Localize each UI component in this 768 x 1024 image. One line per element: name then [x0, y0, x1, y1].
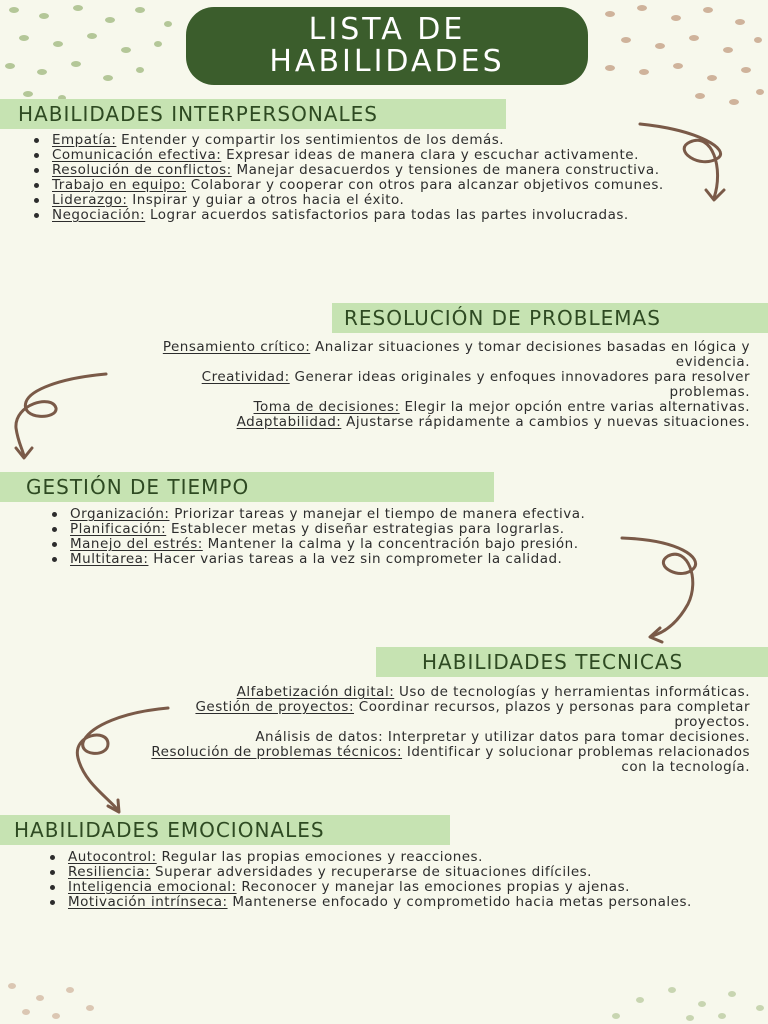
skill-term: Pensamiento crítico: [162, 339, 311, 355]
skill-term: Liderazgo: [52, 192, 128, 208]
skill-description: Inspirar y guiar a otros hacia el éxito. [127, 192, 405, 208]
skill-term: Motivación intrínseca: [68, 894, 228, 910]
skill-term: Creatividad: [201, 369, 290, 385]
skill-description: Mantenerse enfocado y comprometido hacia metas personales. [227, 894, 692, 910]
skill-term: Adaptabilidad: [236, 414, 342, 430]
skill-description: Priorizar tareas y manejar el tiempo de manera efectiva. [169, 506, 586, 522]
skill-term: Trabajo en equipo: [52, 177, 186, 193]
skill-description: Manejar desacuerdos y tensiones de manera constructiva. [231, 162, 660, 178]
title-line-2: HABILIDADES [269, 44, 505, 79]
heading-resolucion-problemas: RESOLUCIÓN DE PROBLEMAS [332, 303, 768, 333]
skill-term: Resiliencia: [68, 864, 151, 880]
skill-term: Inteligencia emocional: [68, 879, 237, 895]
skill-term: Negociación: [52, 207, 146, 223]
skill-description: Expresar ideas de manera clara y escuchar activamente. [221, 147, 639, 163]
skill-description: Analizar situaciones y tomar decisiones basadas en lógica y evidencia. [310, 339, 750, 370]
skill-term: Resolución de problemas técnicos: [151, 744, 403, 760]
skill-term: Autocontrol: [68, 849, 157, 865]
skill-description: Establecer metas y diseñar estrategias para lograrlas. [166, 521, 565, 537]
curly-arrow-icon [16, 374, 106, 456]
skill-description: Entender y compartir los sentimientos de los demás. [116, 132, 505, 148]
skill-description: Reconocer y manejar las emociones propias y ajenas. [236, 879, 630, 895]
skill-term: Gestión de proyectos: [195, 699, 355, 715]
heading-habilidades-tecnicas: HABILIDADES TECNICAS [376, 647, 768, 677]
skill-term: Multitarea: [70, 551, 149, 567]
skill-term: Organización: [70, 506, 170, 522]
skill-description: Mantener la calma y la concentración bajo presión. [202, 536, 579, 552]
skill-description: Superar adversidades y recuperarse de situaciones difíciles. [150, 864, 592, 880]
title-line-1: LISTA DE [308, 12, 466, 47]
heading-interpersonales: HABILIDADES INTERPERSONALES [0, 99, 506, 129]
skill-description: Lograr acuerdos satisfactorios para todas las partes involucradas. [145, 207, 629, 223]
skill-term: Manejo del estrés: [70, 536, 203, 552]
skill-term: Planificación: [70, 521, 167, 537]
skill-term: Alfabetización digital: [236, 684, 395, 700]
heading-gestion-tiempo: GESTIÓN DE TIEMPO [0, 472, 494, 502]
skill-description: Análisis de datos: Interpretar y utilizar datos para tomar decisiones. [255, 729, 750, 745]
skill-description: Elegir la mejor opción entre varias alternativas. [399, 399, 750, 415]
skill-term: Comunicación efectiva: [52, 147, 222, 163]
skill-description: Coordinar recursos, plazos y personas para completar proyectos. [354, 699, 750, 730]
skill-description: Hacer varias tareas a la vez sin comprometer la calidad. [148, 551, 563, 567]
skill-description: Ajustarse rápidamente a cambios y nuevas situaciones. [341, 414, 750, 430]
skill-description: Generar ideas originales y enfoques innovadores para resolver problemas. [289, 369, 750, 400]
skill-description: Colaborar y cooperar con otros para alcanzar objetivos comunes. [185, 177, 664, 193]
skill-term: Resolución de conflictos: [52, 162, 232, 178]
skill-term: Toma de decisiones: [253, 399, 400, 415]
skill-description: Regular las propias emociones y reacciones. [156, 849, 483, 865]
skill-description: Uso de tecnologías y herramientas informáticas. [394, 684, 750, 700]
skill-term: Empatía: [52, 132, 117, 148]
curly-arrow-icon [77, 708, 168, 810]
heading-habilidades-emocionales: HABILIDADES EMOCIONALES [0, 815, 450, 845]
curly-arrow-icon [622, 538, 696, 636]
skill-description: Identificar y solucionar problemas relacionados con la tecnología. [402, 744, 750, 775]
curly-arrow-icon [640, 124, 721, 198]
